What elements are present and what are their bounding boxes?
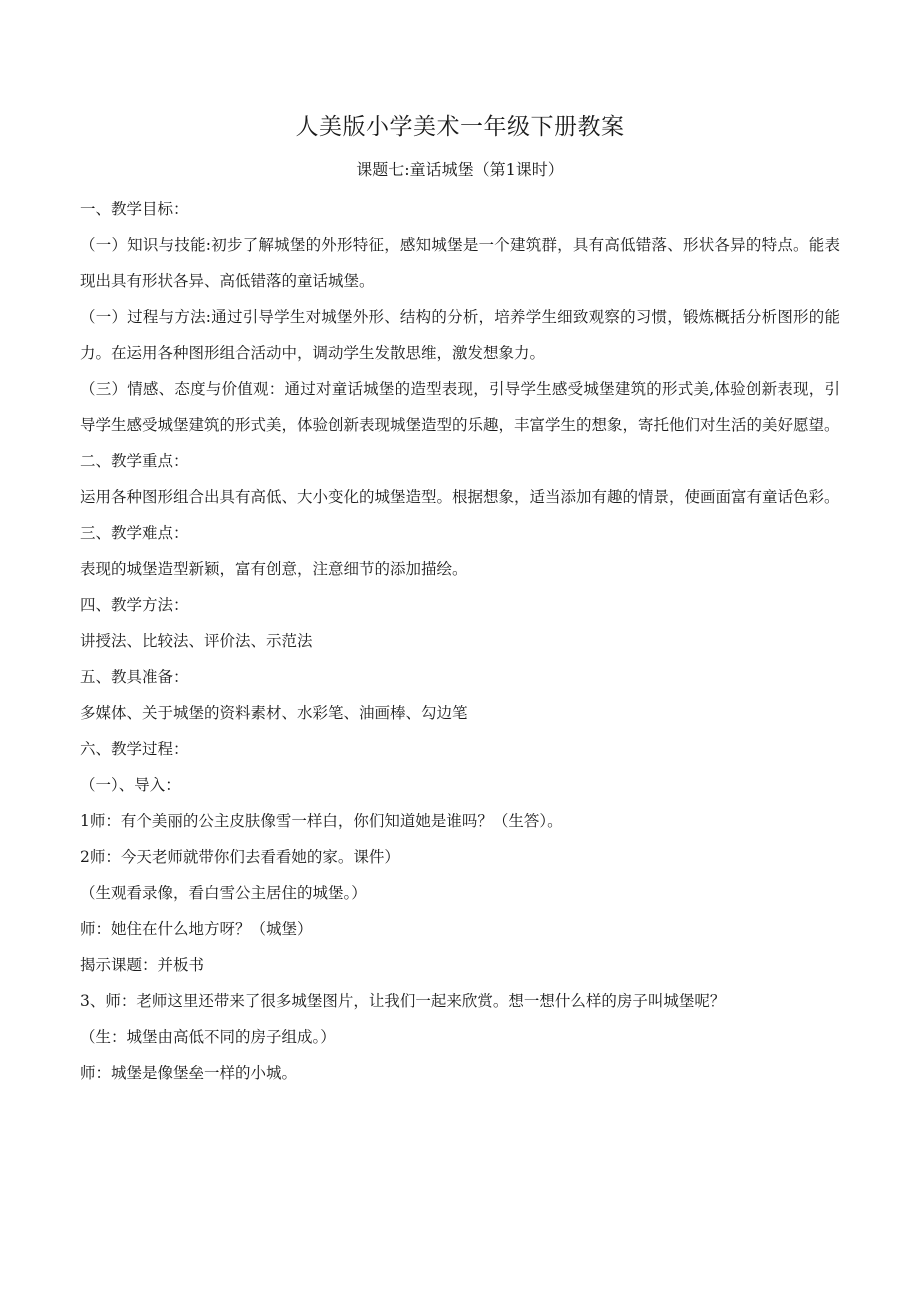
paragraph-materials: 多媒体、关于城堡的资料素材、水彩笔、油画棒、勾边笔 (80, 704, 468, 722)
paragraph-student-answer: （生：城堡由高低不同的房子组成。） (80, 1028, 336, 1046)
paragraph-step-3: 3、师：老师这里还带来了很多城堡图片，让我们一起来欣赏。想一想什么样的房子叫城堡呢？ (80, 992, 726, 1010)
subheading-introduction: （一）、导入： (80, 776, 181, 794)
paragraph-teacher-explain: 师：城堡是像堡垒一样的小城。 (80, 1064, 298, 1082)
paragraph-teacher-question: 师：她住在什么地方呀？（城堡） (80, 920, 313, 938)
section-heading-key-points: 二、教学重点： (80, 452, 189, 470)
document-body (80, 191, 840, 1091)
document-title: 人美版小学美术一年级下册教案 (295, 114, 625, 140)
paragraph-process-method: （一）过程与方法:通过引导学生对城堡外形、结构的分析，培养学生细致观察的习惯，锻炼概括分析图形的能力。在运用各种图形组合活动中，调动学生发散思维，激发想象力。 (80, 308, 840, 362)
paragraph-methods: 讲授法、比较法、评价法、示范法 (80, 632, 313, 650)
document-subtitle: 课题七:童话城堡（第1课时） (356, 160, 564, 179)
paragraph-step-1: 1师：有个美丽的公主皮肤像雪一样白，你们知道她是谁吗？（生答）。 (80, 812, 563, 830)
paragraph-key-points: 运用各种图形组合出具有高低、大小变化的城堡造型。根据想象，适当添加有趣的情景，使画面富有童话色彩。 (80, 488, 840, 506)
paragraph-step-2: 2师：今天老师就带你们去看看她的家。课件） (80, 848, 400, 866)
section-heading-materials: 五、教具准备： (80, 668, 189, 686)
paragraph-difficulties: 表现的城堡造型新颖，富有创意，注意细节的添加描绘。 (80, 560, 468, 578)
paragraph-student-watch: （生观看录像，看白雪公主居住的城堡。） (80, 884, 367, 902)
paragraph-knowledge-skills: （一）知识与技能:初步了解城堡的外形特征，感知城堡是一个建筑群，具有高低错落、形状各异的特点。能表现出具有形状各异、高低错落的童话城堡。 (80, 236, 840, 290)
section-heading-objectives: 一、教学目标： (80, 200, 189, 218)
paragraph-emotion-values: （三）情感、态度与价值观：通过对童话城堡的造型表现，引导学生感受城堡建筑的形式美,体验创新表现，引导学生感受城堡建筑的形式美，体验创新表现城堡造型的乐趣，丰富学生的想象，寄托他们对生活的美好愿望。 (80, 380, 840, 434)
section-heading-process: 六、教学过程： (80, 740, 189, 758)
section-heading-methods: 四、教学方法： (80, 596, 189, 614)
section-heading-difficulties: 三、教学难点： (80, 524, 189, 542)
paragraph-reveal-topic: 揭示课题：并板书 (80, 956, 205, 974)
